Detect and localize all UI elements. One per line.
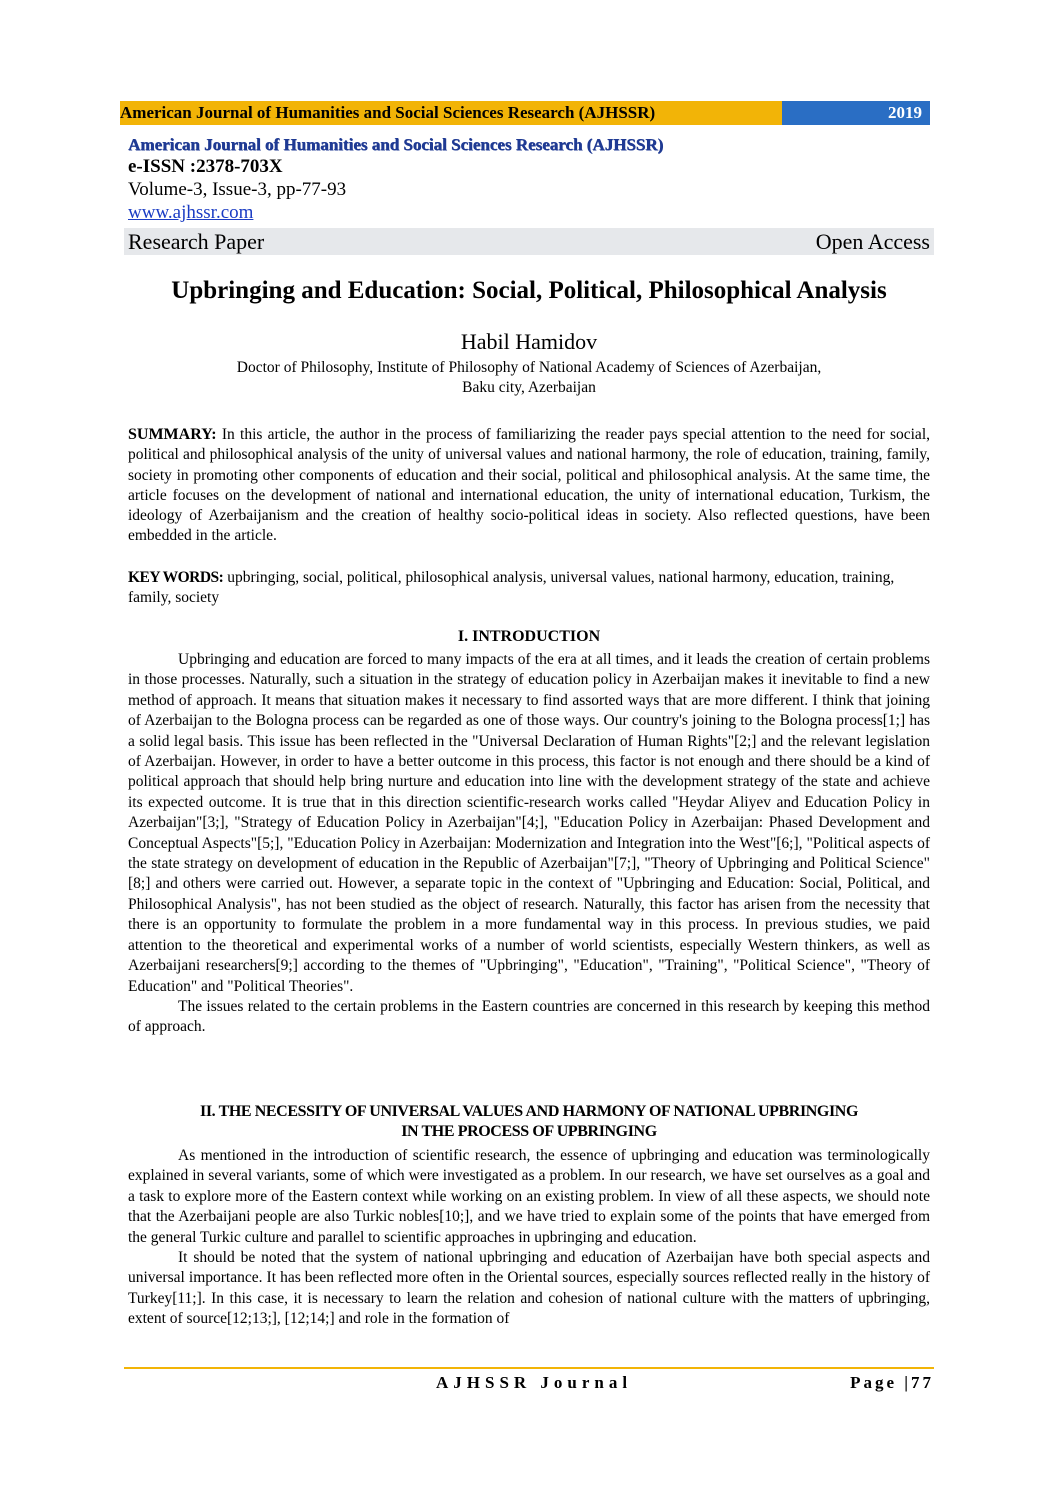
footer-journal: AJHSSR Journal [436,1373,633,1392]
affiliation-line-1: Doctor of Philosophy, Institute of Philosophy of National Academy of Sciences of Azerbaijan, [236,359,822,376]
issn: e-ISSN :2378-703X [128,156,283,177]
section-heading-2-line-1: II. THE NECESSITY OF UNIVERSAL VALUES AND HARMONY OF NATIONAL UPBRINGING [200,1103,858,1120]
paper-type: Research Paper [128,228,265,254]
paper-type-bar [124,228,934,255]
author-name: Habil Hamidov [460,329,598,354]
section-heading-2-line-2: IN THE PROCESS OF UPBRINGING [401,1123,657,1140]
journal-name: American Journal of Humanities and Social Sciences Research (AJHSSR) [128,135,664,154]
summary-label: SUMMARY: [128,426,217,443]
running-header [120,101,930,125]
page-number: Page |77 [850,1373,934,1392]
section-heading-introduction: I. INTRODUCTION [457,628,601,645]
author-affiliation [124,358,934,398]
paragraph: It should be noted that the system of national upbringing and education of Azerbaijan have both special aspects and universal importance. It has been reflected more often in the Oriental sources, especially sources reflected really in the history of Turkey[11;]. In this case, it is necessary to learn the relation and cohesion of national culture with the matters of upbringing, extent of source[12;13;], [12;14;] and role in the formation of [128,1249,930,1328]
journal-meta [128,134,928,224]
summary [128,425,930,547]
keywords-text: upbringing, social, political, philosophical analysis, universal values, national harmony, education, training, family, society [128,569,895,606]
paper-title: Upbringing and Education: Social, Political, Philosophical Analysis [171,277,887,304]
paragraph: The issues related to the certain problems in the Eastern countries are concerned in this research by keeping this method of approach. [128,997,930,1036]
paragraph: As mentioned in the introduction of scientific research, the essence of upbringing and education was terminologically explained in several variants, some of which were investigated as a problem. In our research, we have set ourselves as a goal and a task to explore more of the Eastern context while working on an existing problem. In view of all these aspects, we should note that the Azerbaijani people are also Turkic nobles[10;], and we have tried to explain some of the points that have emerged from the general Turkic culture and parallel to scientific approaches in upbringing and education. [128,1147,930,1246]
header-year: 2019 [782,101,930,125]
journal-url-link[interactable]: www.ajhssr.com [128,202,254,223]
access-type: Open Access [815,228,930,254]
paragraph: Upbringing and education are forced to many impacts of the era at all times, and it leads the creation of certain problems in those processes. Naturally, such a situation in the strategy of education policy in Azerbaijan makes it inevitable to find a new method of approach. It means that situation makes it necessary to find assorted ways that are more different. I think that joining of Azerbaijan to the Bologna process can be regarded as one of those ways. Our country's joining to the Bologna process[1;] has a solid legal basis. This issue has been reflected in the "Universal Declaration of Human Rights"[2;] and the relevant legislation of Azerbaijan. However, in order to have a better outcome in this process, this factor is not enough and there should be a kind of political approach that should help bring nurture and education into line with the development strategy of the state and achieve its expected outcome. It is true that in this direction scientific-research works called "Heydar Aliyev and Education Policy in Azerbaijan"[3;], "Strategy of Education Policy in Azerbaijan"[4;], "Education Policy in Azerbaijan: Phased Development and Conceptual Aspects"[5;], "Education Policy in Azerbaijan: Modernization and Integration into the West"[6;], "Political aspects of the state strategy on development of education in the Republic of Azerbaijan"[7;], "Theory of Upbringing and Political Science"[8;] and others were carried out. However, a separate topic in the context of "Upbringing and Education: Social, Political, and Philosophical Analysis", has not been studied as the object of research. Naturally, this factor has arisen from the necessity that there is an opportunity to formulate the problem in a more fundamental way in this process. In previous studies, we paid attention to the theoretical and experimental works of a number of world scientists, especially Western thinkers, as well as Azerbaijani researchers[9;] according to the themes of "Upbringing", "Education", "Training", "Political Science", "Theory of Education" and "Political Theories". [128,651,930,995]
section-2-body [128,1146,930,1330]
summary-text: In this article, the author in the process of familiarizing the reader pays special attention to the need for social, political and philosophical analysis of the unity of universal values and national harmony, the role of education, training, family, society in promoting other components of education and their social, political and philosophical analysis. At the same time, the article focuses on the development of national and international education, the unity of international education, Turkism, the ideology of Azerbaijanism and the creation of healthy socio-political ideas in society. Also reflected questions, have been embedded in the article. [128,426,930,545]
volume-issue: Volume-3, Issue-3, pp-77-93 [128,179,347,200]
section-introduction-body [128,650,930,1038]
section-heading-2 [124,1102,934,1142]
keywords-label: KEY WORDS: [128,569,224,586]
keywords [128,568,930,608]
header-journal-name: American Journal of Humanities and Social Sciences Research (AJHSSR) [120,101,782,125]
affiliation-line-2: Baku city, Azerbaijan [462,379,596,396]
footer-rule [124,1367,934,1369]
